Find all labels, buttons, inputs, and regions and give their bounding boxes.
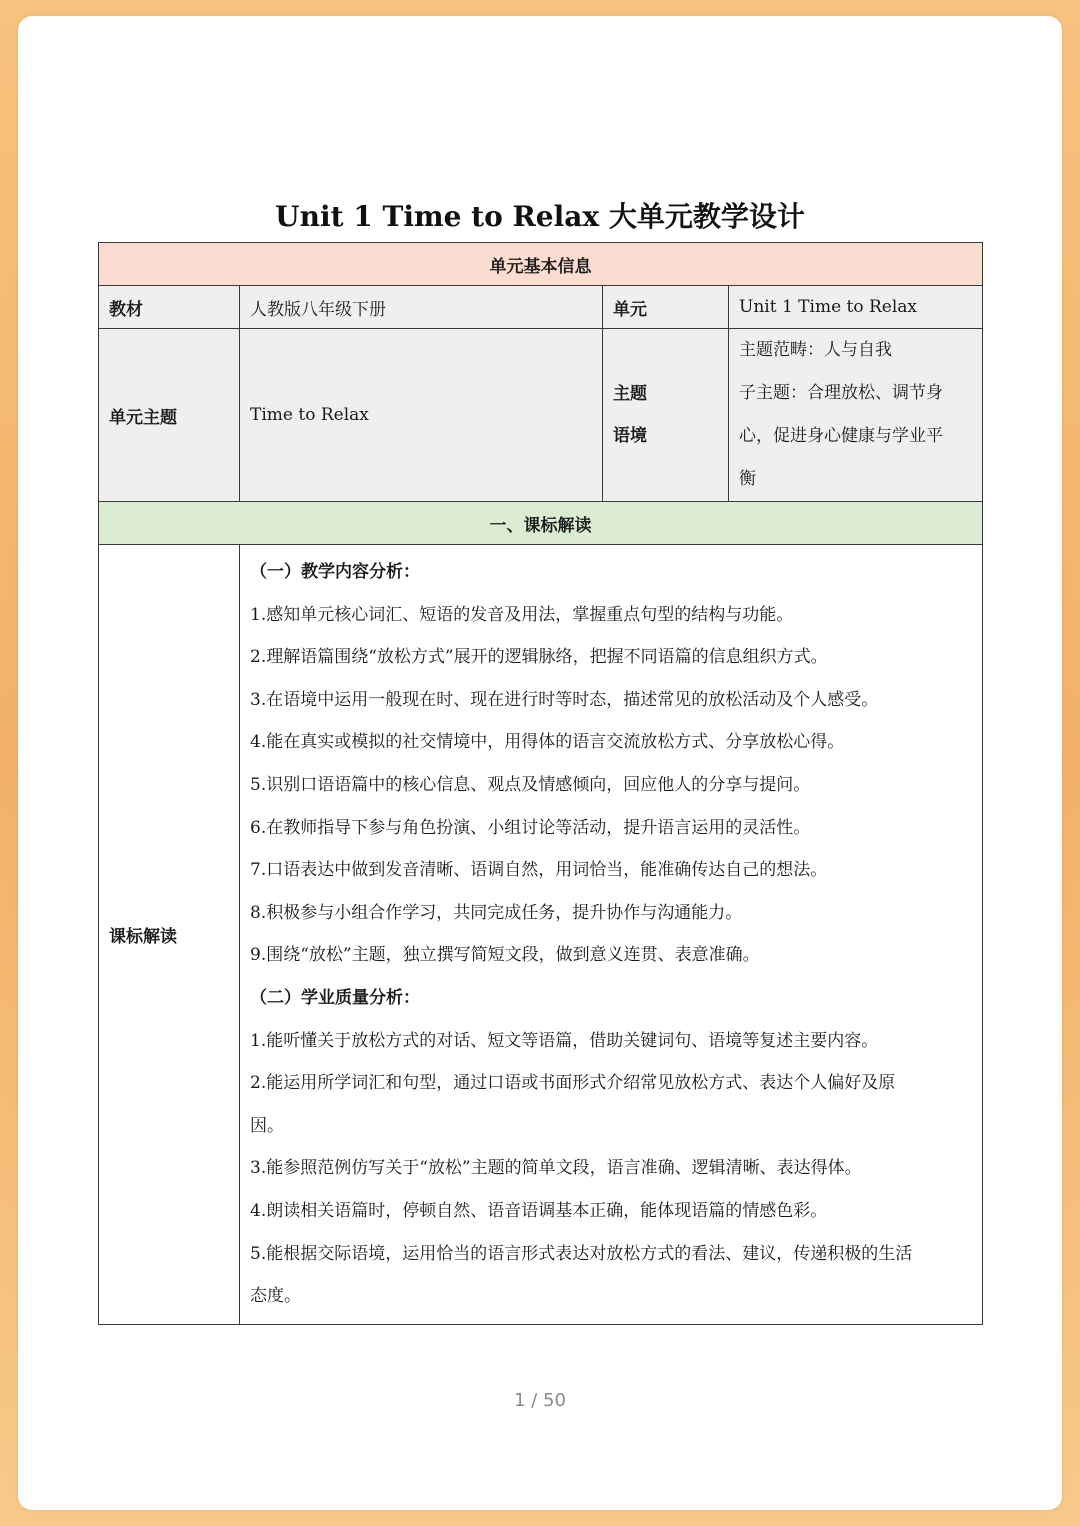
list-item: 1.感知单元核心词汇、短语的发音及用法，掌握重点句型的结构与功能。	[250, 604, 794, 625]
section-header-basic-info: 单元基本信息	[99, 243, 983, 286]
list-item: 4.能在真实或模拟的社交情境中，用得体的语言交流放松方式、分享放松心得。	[250, 732, 845, 753]
list-item: 1.能听懂关于放松方式的对话、短文等语篇，借助关键词句、语境等复述主要内容。	[250, 1030, 879, 1051]
unit-design-table	[98, 242, 983, 1325]
value-theme-context	[729, 329, 983, 502]
context-line: 子主题：合理放松、调节身	[739, 383, 943, 403]
list-item: 态度。	[250, 1286, 301, 1307]
list-item: 3.在语境中运用一般现在时、现在进行时等时态，描述常见的放松活动及个人感受。	[250, 689, 879, 710]
list-item: 8.积极参与小组合作学习，共同完成任务，提升协作与沟通能力。	[250, 902, 743, 923]
label-unit: 单元	[603, 286, 729, 329]
list-item: 9.围绕“放松”主题，独立撰写简短文段，做到意义连贯、表意准确。	[250, 945, 760, 966]
context-line: 衡	[739, 469, 756, 489]
page-number: 1 / 50	[514, 1390, 566, 1411]
list-item: 2.能运用所学词汇和句型，通过口语或书面形式介绍常见放松方式、表达个人偏好及原	[250, 1073, 896, 1094]
document-title: Unit 1 Time to Relax 大单元教学设计	[275, 200, 805, 233]
part1-title: （一）教学内容分析：	[250, 562, 420, 582]
value-unit-theme: Time to Relax	[240, 329, 603, 502]
list-item: 6.在教师指导下参与角色扮演、小组讨论等活动，提升语言运用的灵活性。	[250, 817, 811, 838]
section-header-curriculum: 一、课标解读	[99, 502, 983, 545]
list-item: 4.朗读相关语篇时，停顿自然、语音语调基本正确，能体现语篇的情感色彩。	[250, 1200, 828, 1221]
list-item: 2.理解语篇围绕“放松方式”展开的逻辑脉络，把握不同语篇的信息组织方式。	[250, 647, 828, 668]
label-unit-theme: 单元主题	[99, 329, 240, 502]
list-item: 7.口语表达中做到发音清晰、语调自然，用词恰当，能准确传达自己的想法。	[250, 860, 828, 881]
list-item: 3.能参照范例仿写关于“放松”主题的简单文段，语言准确、逻辑清晰、表达得体。	[250, 1158, 862, 1179]
label-theme-context-line1: 主题	[613, 384, 647, 404]
list-item: 5.能根据交际语境，运用恰当的语言形式表达对放松方式的看法、建议，传递积极的生活	[250, 1243, 913, 1264]
label-textbook: 教材	[99, 286, 240, 329]
list-item: 5.识别口语语篇中的核心信息、观点及情感倾向，回应他人的分享与提问。	[250, 774, 811, 795]
context-line: 心，促进身心健康与学业平	[739, 426, 943, 446]
label-theme-context-line2: 语境	[613, 426, 647, 446]
curriculum-content	[240, 545, 983, 1325]
value-textbook: 人教版八年级下册	[240, 286, 603, 329]
part2-title: （二）学业质量分析：	[250, 987, 420, 1008]
label-curriculum: 课标解读	[99, 545, 240, 1325]
list-item: 因。	[250, 1115, 284, 1136]
context-line: 主题范畴：人与自我	[739, 340, 892, 360]
value-unit: Unit 1 Time to Relax	[729, 286, 983, 329]
label-theme-context	[603, 329, 729, 502]
